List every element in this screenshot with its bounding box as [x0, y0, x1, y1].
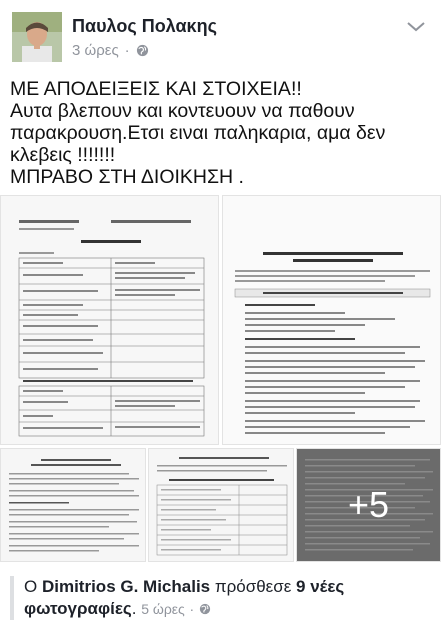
share-footer: [10, 576, 435, 620]
document-thumbnail-icon: [1, 196, 219, 445]
photo-more[interactable]: [296, 448, 441, 562]
avatar[interactable]: [12, 12, 62, 62]
document-thumbnail-icon: [149, 449, 294, 562]
globe-icon[interactable]: [199, 603, 211, 615]
more-photos-count: +5: [347, 484, 390, 525]
more-photos-overlay[interactable]: [297, 449, 440, 561]
share-prefix: Ο: [24, 577, 38, 596]
chevron-down-icon[interactable]: [405, 18, 427, 34]
author-name[interactable]: Παυλος Πολακης: [72, 16, 217, 36]
photo-document-4[interactable]: [148, 448, 294, 562]
post-text: [10, 78, 435, 188]
post-meta: [72, 42, 149, 59]
dot-separator: ·: [189, 601, 195, 617]
share-time[interactable]: 5 ώρες: [141, 601, 185, 617]
photo-grid: [0, 195, 441, 562]
photo-document-1[interactable]: [0, 195, 219, 445]
document-thumbnail-icon: [1, 449, 146, 562]
share-action: πρόσθεσε: [214, 577, 292, 596]
globe-icon[interactable]: [136, 44, 149, 57]
photo-count-link[interactable]: 9 νέες φωτογραφίες: [24, 577, 345, 618]
share-suffix: .: [131, 599, 137, 618]
document-thumbnail-icon: [223, 196, 441, 445]
post-time[interactable]: 3 ώρες: [72, 42, 119, 59]
sharer-name[interactable]: Dimitrios G. Michalis: [41, 577, 211, 596]
post-header: [0, 0, 441, 70]
photo-document-2[interactable]: [222, 195, 441, 445]
post-body: ΜΕ ΑΠΟΔΕΙΞΕΙΣ ΚΑΙ ΣΤΟΙΧΕΙΑ!! Αυτα βλεπουν και κοντευουν να παθουν παρακρουση.Ετσι ειναι παληκαρια, αμα δεν κλεβεις !!!!!!! ΜΠΡΑΒΟ ΣΤΗ ΔΙΟΙΚΗΣΗ .: [10, 78, 386, 188]
dot-separator: ·: [124, 42, 130, 59]
photo-document-3[interactable]: [0, 448, 146, 562]
avatar-photo-icon: [12, 12, 62, 62]
